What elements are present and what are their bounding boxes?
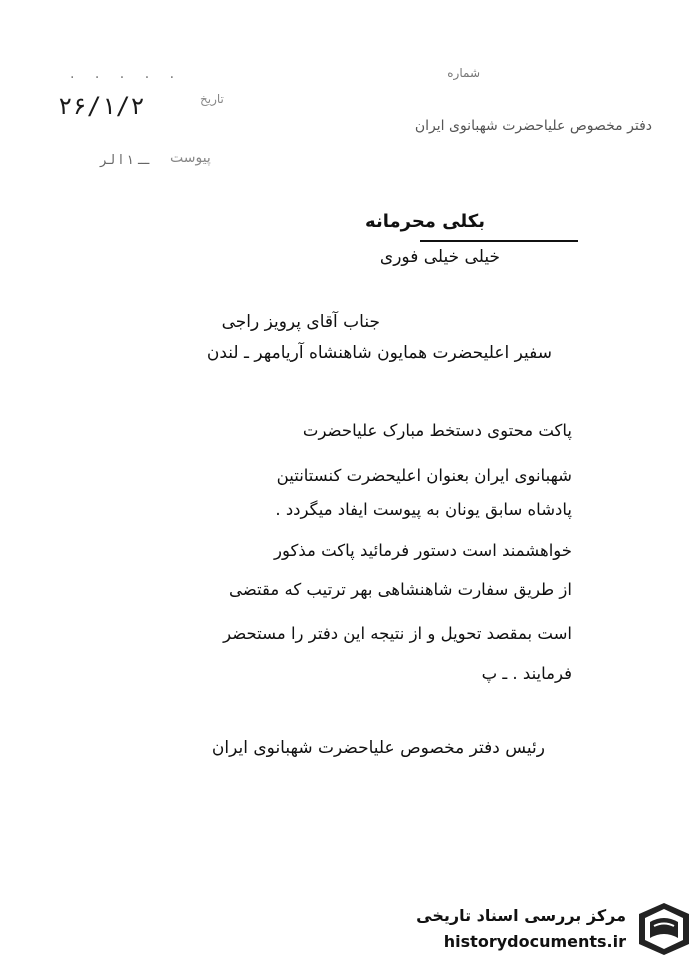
reference-mark: ـــ ۱ ا لـر — [100, 153, 150, 168]
reference-date-label: تاریخ — [200, 92, 224, 106]
body-line: خواهشمند است دستور فرمائید پاکت مذکور — [274, 541, 572, 560]
classification-confidential: بکلی محرمانه — [365, 211, 485, 232]
body-line: از طریق سفارت شاهنشاهی بهر ترتیب که مقتضی — [229, 580, 572, 599]
office-header: دفتر مخصوص علیاحضرت شهبانوی ایران — [414, 118, 652, 134]
watermark-url: historydocuments.ir — [443, 932, 626, 951]
body-line: است بمقصد تحویل و از نتیجه این دفتر را مستحضر — [223, 624, 572, 643]
classification-urgency: خیلی خیلی فوری — [379, 247, 500, 267]
watermark-name: مرکز بررسی اسناد تاریخی — [416, 906, 626, 925]
classification-divider — [420, 240, 578, 242]
reference-number: ۲۶/۱/۲ — [58, 92, 145, 120]
body-line: شهبانوی ایران بعنوان اعلیحضرت کنستانتین — [276, 466, 572, 485]
reference-attachment-label: پیوست — [170, 150, 211, 166]
body-line: پاکت محتوی دستخط مبارک علیاحضرت — [302, 421, 572, 440]
archive-logo-icon — [636, 900, 692, 958]
addressee-name: جناب آقای پرویز راجی — [221, 312, 380, 332]
signature-line: رئیس دفتر مخصوص علیاحضرت شهبانوی ایران — [211, 738, 545, 758]
addressee-title: سفیر اعلیحضرت همایون شاهنشاه آریامهر ـ لندن — [206, 343, 552, 363]
body-line: فرمایند . ـ پ — [481, 664, 572, 683]
office-top-mark: شماره — [447, 66, 480, 80]
body-line: پادشاه سابق یونان به پیوست ایفاد میگردد . — [275, 500, 572, 519]
reference-dots: . . . . . — [70, 66, 183, 82]
